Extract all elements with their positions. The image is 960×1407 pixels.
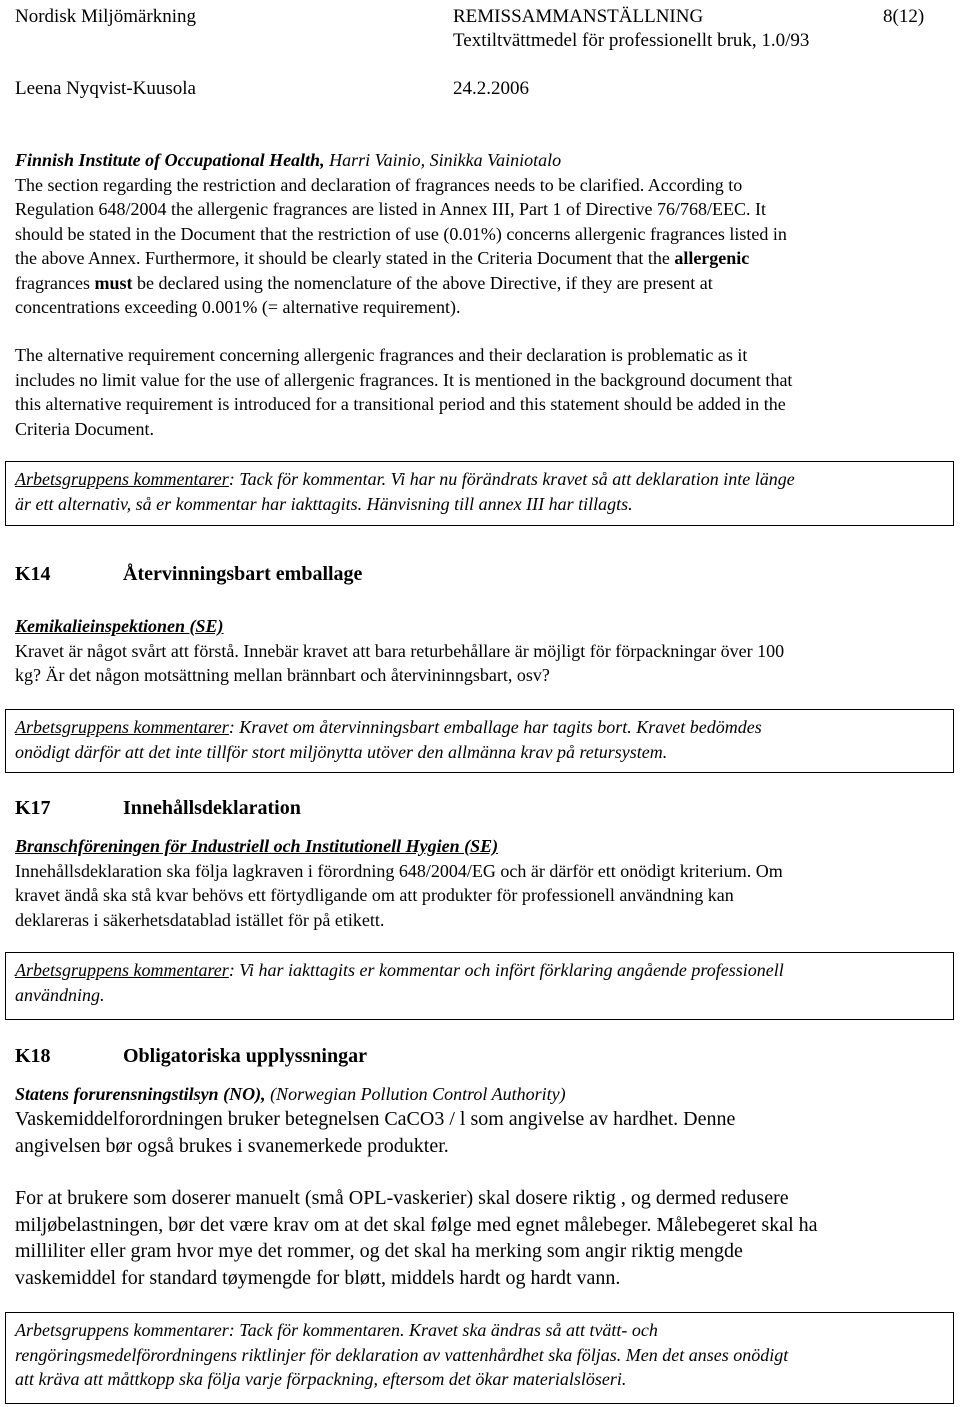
- text-line: Criteria Document.: [15, 418, 154, 439]
- k14-workgroup-comment: [15, 715, 950, 764]
- text-line: [15, 246, 950, 271]
- text-line: vaskemiddel for standard tøymengde for bløtt, middels hardt og hardt vann.: [15, 1266, 621, 1289]
- text-line: kg? Är det någon motsättning mellan brännbart och återvininngsbart, osv?: [15, 665, 550, 685]
- finnish-people: Harri Vainio, Sinikka Vainiotalo: [324, 150, 562, 170]
- text-segment: fragrances: [15, 272, 95, 293]
- finnish-org: Finnish Institute of Occupational Health,: [15, 150, 325, 170]
- section-code-k14: K14: [15, 563, 51, 585]
- workgroup-comment-1: [15, 467, 950, 516]
- finnish-comment: [15, 148, 950, 320]
- text-line: For at brukere som doserer manuelt (små OPL-vaskerier) skal dosere riktig , og dermed redusere: [15, 1187, 789, 1209]
- text-line: concentrations exceeding 0.001% (= alternative requirement).: [15, 297, 461, 317]
- bold-term: must: [94, 272, 133, 293]
- text-line: [15, 715, 950, 740]
- text-line: angivelsen bør også brukes i svanemerkede produkter.: [15, 1134, 449, 1157]
- text-line: [15, 958, 950, 983]
- k14-org: Kemikalieinspektionen (SE): [15, 616, 224, 636]
- text-line: Innehållsdeklaration ska följa lagkraven i förordning 648/2004/EG och är därför ett onödigt kriterium. Om: [15, 860, 783, 881]
- k18-workgroup-comment: [15, 1318, 950, 1392]
- text-segment: the above Annex. Furthermore, it should be clearly stated in the Criteria Document that the: [15, 248, 675, 268]
- text-line: är ett alternativ, så er kommentar har iakttagits. Hänvisning till annex III har tillagts.: [15, 493, 633, 514]
- comment-label: Arbetsgruppens kommentarer: [15, 469, 229, 489]
- section-code-k18: K18: [15, 1045, 51, 1067]
- k17-workgroup-comment: [15, 958, 950, 1007]
- comment-label: Arbetsgruppens kommentarer: [15, 960, 229, 980]
- text-line: this alternative requirement is introduced for a transitional period and this statement should be added in the: [15, 394, 786, 414]
- k18-org: Statens forurensningstilsyn (NO),: [15, 1084, 266, 1104]
- text-line: [15, 467, 950, 492]
- k17-org: Branschföreningen för Industriell och Institutionell Hygien (SE): [15, 836, 499, 856]
- k18-paragraph-2: [15, 1185, 950, 1291]
- text-segment: : Kravet om återvinningsbart emballage har tagits bort. Kravet bedömdes: [228, 717, 762, 737]
- section-title-k18: Obligatoriska upplyssningar: [123, 1045, 367, 1067]
- text-line: The alternative requirement concerning allergenic fragrances and their declaration is problematic as it: [15, 345, 748, 365]
- k18-org-note: (Norwegian Pollution Control Authority): [265, 1084, 566, 1104]
- text-line: Vaskemiddelforordningen bruker betegnelsen CaCO3 / l som angivelse av hardhet. Denne: [15, 1108, 736, 1130]
- section-title-k17: Innehållsdeklaration: [123, 797, 301, 819]
- text-segment: : Tack för kommentar. Vi har nu förändrats kravet så att deklaration inte länge: [228, 469, 795, 489]
- k18-org-line: [15, 1082, 950, 1107]
- finnish-org-line: [15, 148, 950, 173]
- section-title-k14: Återvinningsbart emballage: [123, 563, 363, 585]
- text-line: includes no limit value for the use of allergenic fragrances. It is mentioned in the background document that: [15, 369, 793, 390]
- section-code-k17: K17: [15, 797, 51, 819]
- bold-term: allergenic: [674, 248, 750, 268]
- text-line: milliliter eller gram hvor mye det rommer, og det skal ha merking som angir riktig mengde: [15, 1240, 743, 1262]
- text-line: rengöringsmedelförordningens riktlinjer för deklaration av vattenhårdhet ska följas. Men det anses onödigt: [15, 1344, 789, 1365]
- finnish-paragraph-2: [15, 343, 950, 441]
- text-line: deklareras i säkerhetsdatablad istället för på etikett.: [15, 909, 385, 930]
- text-line: should be stated in the Document that the restriction of use (0.01%) concerns allergenic fragrances listed in: [15, 223, 787, 244]
- text-segment: be declared using the nomenclature of the above Directive, if they are present at: [132, 272, 713, 293]
- text-line: The section regarding the restriction and declaration of fragrances needs to be clarified. According to: [15, 174, 743, 195]
- comment-label: Arbetsgruppens kommentarer: [15, 717, 229, 737]
- header-org: Nordisk Miljömärkning: [15, 6, 197, 27]
- k17-comment: [15, 834, 950, 932]
- text-line: [15, 1082, 950, 1107]
- k18-paragraph-1: [15, 1106, 950, 1159]
- text-line: miljøbelastningen, bør det være krav om at det skal følge med egnet målebeger. Målebegeret skal ha: [15, 1213, 818, 1236]
- header-subtitle: Textiltvättmedel för professionellt bruk, 1.0/93: [453, 30, 810, 51]
- k14-comment: [15, 614, 950, 688]
- text-segment: : Vi har iakttagits er kommentar och infört förklaring angående professionell: [228, 960, 784, 980]
- text-line: onödigt därför att det inte tillför stort miljönytta utöver den allmänna krav på retursystem.: [15, 741, 668, 762]
- text-line: Regulation 648/2004 the allergenic fragrances are listed in Annex III, Part 1 of Directive 76/768/EEC. It: [15, 199, 766, 219]
- header-date: 24.2.2006: [453, 78, 529, 99]
- text-line: Kravet är något svårt att förstå. Innebär kravet att bara returbehållare är möjligt för förpackningar över 100: [15, 640, 785, 661]
- text-line: användning.: [15, 984, 105, 1005]
- text-line: kravet ändå ska stå kvar behövs ett förtydligande om att produkter för professionell användning kan: [15, 885, 734, 905]
- text-line: att kräva att måttkopp ska följa varje förpackning, eftersom det ökar materialslöseri.: [15, 1369, 627, 1389]
- header-author: Leena Nyqvist-Kuusola: [15, 78, 196, 99]
- text-line: Arbetsgruppens kommentarer: Tack för kommentaren. Kravet ska ändras så att tvätt- och: [15, 1320, 658, 1340]
- text-line: [15, 271, 950, 296]
- header-page-number: 8(12): [883, 6, 925, 27]
- header-doc-type: REMISSAMMANSTÄLLNING: [453, 6, 704, 27]
